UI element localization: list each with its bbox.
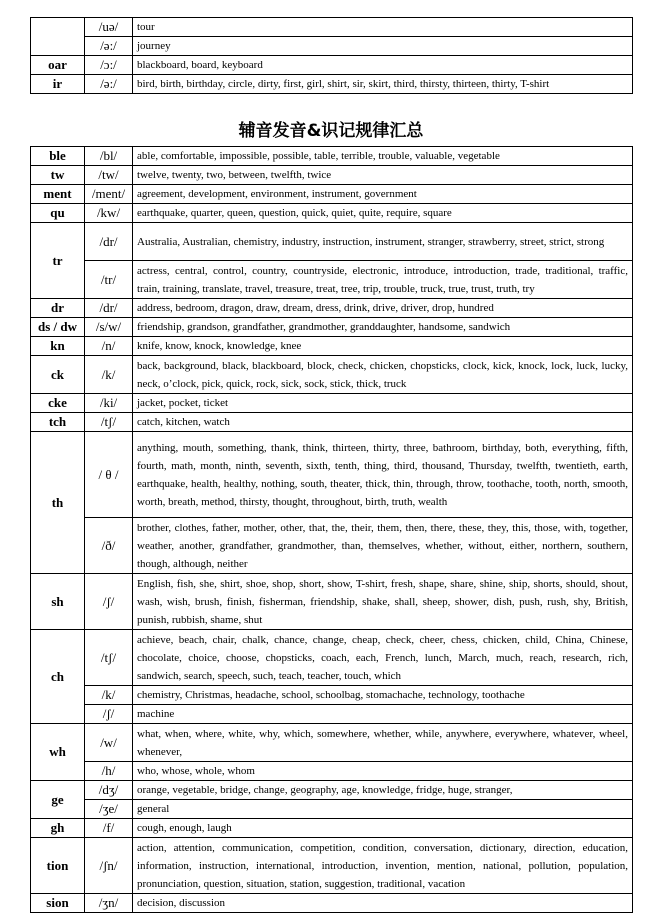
words-cell: machine bbox=[133, 705, 633, 724]
pattern-cell: ir bbox=[31, 75, 85, 94]
phonetic-cell: /kw/ bbox=[85, 204, 133, 223]
table-row bbox=[31, 762, 633, 781]
table-row bbox=[31, 75, 633, 94]
phonetic-cell: /ʒe/ bbox=[85, 800, 133, 819]
phonetic-cell: /w/ bbox=[85, 724, 133, 762]
words-cell: actress, central, control, country, countryside, electronic, introduce, introduction, trade, traditional, traffic, train, training, translate, travel, treasure, treat, tree, trip, trouble, truck, true, trust, truth, try bbox=[133, 261, 633, 299]
words-cell: able, comfortable, impossible, possible, table, terrible, trouble, valuable, vegetable bbox=[133, 147, 633, 166]
table-row bbox=[31, 56, 633, 75]
pattern-cell: ds / dw bbox=[31, 318, 85, 337]
table-row bbox=[31, 318, 633, 337]
words-cell: orange, vegetable, bridge, change, geography, age, knowledge, fridge, huge, stranger, bbox=[133, 781, 633, 800]
pattern-cell: ble bbox=[31, 147, 85, 166]
table-row bbox=[31, 204, 633, 223]
section-title: 辅音发音&识记规律汇总 bbox=[238, 121, 424, 141]
table-row bbox=[31, 299, 633, 318]
pattern-cell: ch bbox=[31, 630, 85, 724]
words-cell: who, whose, whole, whom bbox=[133, 762, 633, 781]
pattern-cell: tr bbox=[31, 223, 85, 299]
phonetic-cell: /ə:/ bbox=[85, 75, 133, 94]
words-cell: Australia, Australian, chemistry, industry, instruction, instrument, stranger, strawberry, street, strict, strong bbox=[133, 223, 633, 261]
table-row bbox=[31, 356, 633, 394]
pattern-cell: dr bbox=[31, 299, 85, 318]
phonetic-cell: /h/ bbox=[85, 762, 133, 781]
words-cell: blackboard, board, keyboard bbox=[133, 56, 633, 75]
words-cell: decision, discussion bbox=[133, 894, 633, 913]
table-row bbox=[31, 686, 633, 705]
phonetic-cell: /ð/ bbox=[85, 518, 133, 574]
pattern-cell: oar bbox=[31, 56, 85, 75]
table-row bbox=[31, 166, 633, 185]
words-cell: earthquake, quarter, queen, question, quick, quiet, quite, require, square bbox=[133, 204, 633, 223]
words-cell: tour bbox=[133, 18, 633, 37]
words-cell: address, bedroom, dragon, draw, dream, dress, drink, drive, driver, drop, hundred bbox=[133, 299, 633, 318]
phonetic-cell: /ʃ/ bbox=[85, 705, 133, 724]
phonetic-cell: /ment/ bbox=[85, 185, 133, 204]
table-row bbox=[31, 518, 633, 574]
pattern-cell: sion bbox=[31, 894, 85, 913]
pattern-cell: qu bbox=[31, 204, 85, 223]
words-cell: catch, kitchen, watch bbox=[133, 413, 633, 432]
phonetic-cell: /ɔ:/ bbox=[85, 56, 133, 75]
table-row bbox=[31, 838, 633, 894]
words-cell: jacket, pocket, ticket bbox=[133, 394, 633, 413]
words-cell: what, when, where, white, why, which, somewhere, whether, while, anywhere, everywhere, whatever, wheel, whenever, bbox=[133, 724, 633, 762]
words-cell: general bbox=[133, 800, 633, 819]
words-cell: English, fish, she, shirt, shoe, shop, short, show, T-shirt, fresh, shape, share, shine, ship, shorts, should, shout, wash, wish, brush, finish, fisherman, friendship, shake, shall, sheep, shower, dish, push, rush, shy, British, punish, rubbish, shame, shut bbox=[133, 574, 633, 630]
table-row bbox=[31, 705, 633, 724]
words-cell: cough, enough, laugh bbox=[133, 819, 633, 838]
table-row bbox=[31, 819, 633, 838]
pattern-cell: tw bbox=[31, 166, 85, 185]
table-row bbox=[31, 147, 633, 166]
table-row bbox=[31, 185, 633, 204]
words-cell: chemistry, Christmas, headache, school, schoolbag, stomachache, technology, toothache bbox=[133, 686, 633, 705]
pattern-cell: gh bbox=[31, 819, 85, 838]
table-row bbox=[31, 261, 633, 299]
table-row bbox=[31, 630, 633, 686]
table-row bbox=[31, 37, 633, 56]
vowel-table-continued bbox=[30, 17, 633, 94]
words-cell: action, attention, communication, competition, condition, conversation, dictionary, direction, education, information, instruction, international, introduction, invention, mention, national, pollution, population, pronunciation, question, situation, station, suggestion, traditional, vacation bbox=[133, 838, 633, 894]
words-cell: bird, birth, birthday, circle, dirty, first, girl, shirt, sir, skirt, third, thirsty, thirteen, thirty, T-shirt bbox=[133, 75, 633, 94]
pattern-cell: ck bbox=[31, 356, 85, 394]
pattern-cell: wh bbox=[31, 724, 85, 781]
phonetic-cell: /ʃ/ bbox=[85, 574, 133, 630]
phonetic-cell: /ʃn/ bbox=[85, 838, 133, 894]
words-cell: brother, clothes, father, mother, other, that, the, their, them, then, there, these, they, this, those, with, together, weather, another, grandfather, grandmother, than, themselves, whether, without, either, northern, southern, though, although, neither bbox=[133, 518, 633, 574]
words-cell: friendship, grandson, grandfather, grandmother, granddaughter, handsome, sandwich bbox=[133, 318, 633, 337]
table-row bbox=[31, 432, 633, 518]
table-row bbox=[31, 724, 633, 762]
words-cell: knife, know, knock, knowledge, knee bbox=[133, 337, 633, 356]
pattern-cell: ment bbox=[31, 185, 85, 204]
words-cell: anything, mouth, something, thank, think, thirteen, thirty, three, bathroom, birthday, both, everything, fifth, fourth, math, month, ninth, seventh, sixth, tenth, thing, third, thousand, Thursday, twelfth, twentieth, earth, earthquake, health, healthy, nothing, south, theater, thick, thin, through, throw, toothache, tooth, north, smooth, worth, breath, method, thirsty, thought, throughout, birth, truth, wealth bbox=[133, 432, 633, 518]
pattern-cell: tch bbox=[31, 413, 85, 432]
phonetic-cell: /ʒn/ bbox=[85, 894, 133, 913]
pattern-cell: tion bbox=[31, 838, 85, 894]
words-cell: twelve, twenty, two, between, twelfth, twice bbox=[133, 166, 633, 185]
phonetic-cell: /n/ bbox=[85, 337, 133, 356]
words-cell: back, background, black, blackboard, block, check, chicken, chopsticks, clock, kick, knock, lock, luck, lucky, neck, o’clock, pick, quick, rock, sick, sock, stick, thick, truck bbox=[133, 356, 633, 394]
words-cell: agreement, development, environment, instrument, government bbox=[133, 185, 633, 204]
words-cell: achieve, beach, chair, chalk, chance, change, cheap, check, cheer, chess, chicken, child, China, Chinese, chocolate, choice, choose, chopsticks, coach, each, French, lunch, March, much, reach, research, rich, sandwich, search, speech, such, teach, teacher, touch, which bbox=[133, 630, 633, 686]
phonetic-cell: /tʃ/ bbox=[85, 630, 133, 686]
table-row bbox=[31, 574, 633, 630]
table-row bbox=[31, 223, 633, 261]
phonetic-cell: /bl/ bbox=[85, 147, 133, 166]
phonetic-cell: /k/ bbox=[85, 686, 133, 705]
pattern-cell: kn bbox=[31, 337, 85, 356]
phonetic-cell: /dr/ bbox=[85, 299, 133, 318]
phonetic-cell: / θ / bbox=[85, 432, 133, 518]
phonetic-cell: /s/w/ bbox=[85, 318, 133, 337]
pattern-cell: th bbox=[31, 432, 85, 574]
phonetic-cell: /dr/ bbox=[85, 223, 133, 261]
phonetic-cell: /f/ bbox=[85, 819, 133, 838]
table-row bbox=[31, 18, 633, 37]
pattern-cell bbox=[31, 18, 85, 56]
phonetic-cell: /tr/ bbox=[85, 261, 133, 299]
phonetic-cell: /ki/ bbox=[85, 394, 133, 413]
table-row bbox=[31, 337, 633, 356]
table-row bbox=[31, 413, 633, 432]
table-row bbox=[31, 394, 633, 413]
pattern-cell: ge bbox=[31, 781, 85, 819]
pattern-cell: sh bbox=[31, 574, 85, 630]
pattern-cell: cke bbox=[31, 394, 85, 413]
phonetic-cell: /tʃ/ bbox=[85, 413, 133, 432]
phonetic-cell: /ə:/ bbox=[85, 37, 133, 56]
phonetic-cell: /k/ bbox=[85, 356, 133, 394]
words-cell: journey bbox=[133, 37, 633, 56]
phonetic-cell: /uə/ bbox=[85, 18, 133, 37]
table-row bbox=[31, 800, 633, 819]
table-row bbox=[31, 894, 633, 913]
phonetic-cell: /tw/ bbox=[85, 166, 133, 185]
phonetic-cell: /dʒ/ bbox=[85, 781, 133, 800]
consonant-table bbox=[30, 146, 633, 913]
table-row bbox=[31, 781, 633, 800]
